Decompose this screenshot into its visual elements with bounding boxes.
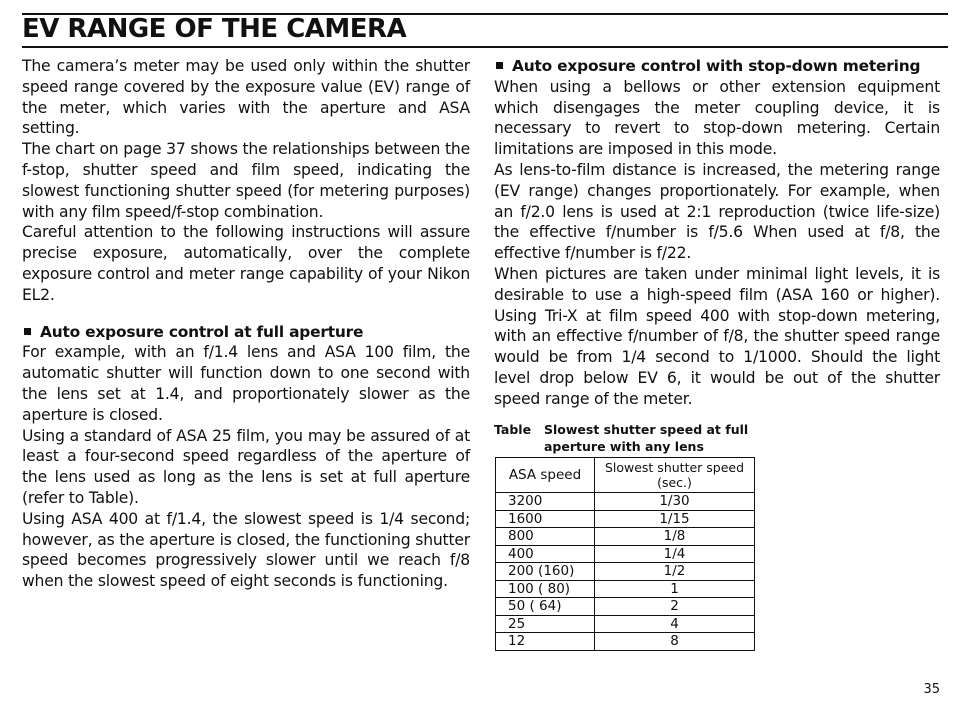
table-row bbox=[496, 598, 755, 616]
asa-cell: 800 bbox=[496, 528, 595, 546]
speed-cell: 1/4 bbox=[595, 545, 755, 563]
asa-cell: 25 bbox=[496, 615, 595, 633]
heading-stop-down-text: Auto exposure control with stop-down metering bbox=[512, 57, 921, 75]
speed-cell: 4 bbox=[595, 615, 755, 633]
paragraph-bellows: When using a bellows or other extension equipment which disengages the meter coupling device, it is necessary to revert to stop-down metering. Certain limitations are imposed in this mode. bbox=[494, 77, 940, 159]
bullet-icon bbox=[496, 62, 503, 69]
paragraph-chart-reference: The chart on page 37 shows the relationships between the f-stop, shutter speed and film speed, indicating the slowest functioning shutter speed (for metering purposes) with any film speed/f-stop combination. bbox=[22, 140, 470, 221]
heading-stop-down bbox=[494, 56, 940, 77]
paragraph-ev-range: As lens-to-film distance is increased, the metering range (EV range) changes proportionately. For example, when an f/2.0 lens is used at 2:1 reproduction (twice life-size) the effective f/number is f/5.6 When used at f/8, the effective f/number is f/22. bbox=[494, 160, 940, 263]
table-row bbox=[496, 528, 755, 546]
paragraph-asa25-standard: Using a standard of ASA 25 film, you may be assured of at least a four-second speed regardless of the aperture of the lens used as long as the lens is set at full aperture (refer to Table). bbox=[22, 426, 470, 507]
asa-cell: 50 ( 64) bbox=[496, 598, 595, 616]
paragraph-asa100-example: For example, with an f/1.4 lens and ASA 100 film, the automatic shutter will function down to one second with the lens set at 1.4, and proportionately slower as the aperture is closed. bbox=[22, 343, 470, 424]
paragraph-low-light: When pictures are taken under minimal light levels, it is desirable to use a high-speed film (ASA 160 or higher). Using Tri-X at film speed 400 with stop-down metering, with an effective f/number of f/8, the shutter speed range would be from 1/4 second to 1/1000. Should the light level drop below EV 6, it would be out of the shutter speed range of the meter. bbox=[494, 264, 940, 408]
asa-cell: 200 (160) bbox=[496, 563, 595, 581]
speed-cell: 1/2 bbox=[595, 563, 755, 581]
page-title: EV RANGE OF THE CAMERA bbox=[22, 14, 407, 44]
header-asa-speed: ASA speed bbox=[496, 458, 595, 493]
heading-full-aperture bbox=[22, 322, 470, 343]
page-number: 35 bbox=[923, 682, 940, 697]
bullet-icon bbox=[24, 328, 31, 335]
table-caption-line2: aperture with any lens bbox=[544, 439, 704, 454]
heading-full-aperture-text: Auto exposure control at full aperture bbox=[40, 322, 364, 341]
speed-cell: 2 bbox=[595, 598, 755, 616]
left-column bbox=[22, 56, 470, 592]
table-row bbox=[496, 633, 755, 651]
table-row bbox=[496, 493, 755, 511]
speed-cell: 1 bbox=[595, 580, 755, 598]
speed-cell: 1/8 bbox=[595, 528, 755, 546]
table-header-row bbox=[496, 458, 755, 493]
asa-cell: 100 ( 80) bbox=[496, 580, 595, 598]
table-row bbox=[496, 615, 755, 633]
paragraph-instructions: Careful attention to the following instructions will assure precise exposure, automatically, over the complete exposure control and meter range capability of your Nikon EL2. bbox=[22, 223, 470, 304]
right-column bbox=[494, 56, 940, 410]
paragraph-asa400-example: Using ASA 400 at f/1.4, the slowest speed is 1/4 second; however, as the aperture is closed, the functioning shutter speed becomes progressively slower until we reach f/8 when the slowest speed of eight seconds is functioning. bbox=[22, 509, 470, 591]
asa-cell: 3200 bbox=[496, 493, 595, 511]
table-row bbox=[496, 545, 755, 563]
speed-cell: 1/15 bbox=[595, 510, 755, 528]
table-row bbox=[496, 563, 755, 581]
table-row bbox=[496, 510, 755, 528]
shutter-speed-table bbox=[495, 457, 755, 651]
paragraph-meter-range: The camera’s meter may be used only within the shutter speed range covered by the exposure value (EV) range of the meter, which varies with the aperture and ASA setting. bbox=[22, 57, 470, 138]
asa-cell: 1600 bbox=[496, 510, 595, 528]
table-caption-line1: Slowest shutter speed at full bbox=[544, 422, 749, 437]
asa-cell: 400 bbox=[496, 545, 595, 563]
table-caption bbox=[494, 421, 748, 455]
header-slowest-speed: Slowest shutter speed (sec.) bbox=[595, 458, 755, 493]
table-label: Table bbox=[494, 422, 532, 437]
asa-cell: 12 bbox=[496, 633, 595, 651]
title-rule bbox=[22, 46, 948, 48]
speed-cell: 8 bbox=[595, 633, 755, 651]
table-row bbox=[496, 580, 755, 598]
speed-cell: 1/30 bbox=[595, 493, 755, 511]
